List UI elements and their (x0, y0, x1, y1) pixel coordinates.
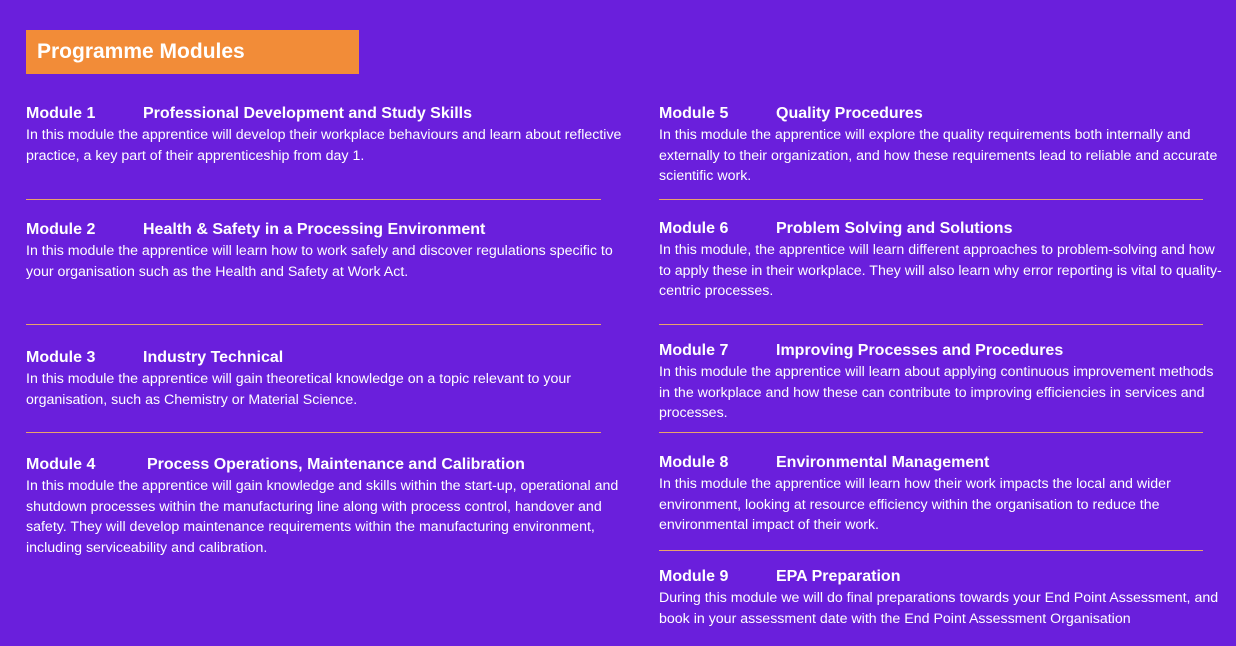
module-description: In this module, the apprentice will learn different approaches to problem-solving and how to apply these in their workplace. They will also learn why error reporting is vital to quality-centric processes. (659, 242, 1222, 299)
module-6 (659, 219, 1227, 302)
divider (26, 324, 601, 325)
module-number: Module 8 (659, 454, 729, 471)
divider (659, 199, 1203, 200)
module-number: Module 5 (659, 105, 729, 122)
module-name: Professional Development and Study Skills (143, 105, 472, 122)
module-number: Module 2 (26, 221, 96, 238)
module-7 (659, 341, 1227, 424)
module-5 (659, 104, 1227, 187)
module-number: Module 7 (659, 342, 729, 359)
module-description: In this module the apprentice will learn how to work safely and discover regulations specific to your organisation such as the Health and Safety at Work Act. (26, 243, 613, 280)
divider (659, 550, 1203, 551)
module-3 (26, 348, 624, 410)
module-9 (659, 567, 1227, 629)
module-name: EPA Preparation (776, 568, 901, 585)
module-description: In this module the apprentice will gain theoretical knowledge on a topic relevant to your organisation, such as Chemistry or Material Science. (26, 371, 571, 408)
module-number: Module 9 (659, 568, 729, 585)
module-name: Quality Procedures (776, 105, 923, 122)
module-number: Module 4 (26, 456, 96, 473)
module-description: In this module the apprentice will explore the quality requirements both internally and externally to their organization, and how these requirements lead to reliable and accurate scientific work. (659, 127, 1218, 184)
module-description: In this module the apprentice will gain knowledge and skills within the start-up, operational and shutdown processes within the manufacturing line along with process control, handover and safety. They will develop maintenance requirements within the manufacturing environment, including serviceability and calibration. (26, 478, 619, 556)
module-name: Process Operations, Maintenance and Calibration (147, 456, 525, 473)
divider (659, 324, 1203, 325)
module-name: Industry Technical (143, 349, 284, 366)
module-8 (659, 453, 1227, 536)
module-description: In this module the apprentice will learn how their work impacts the local and wider environment, looking at resource efficiency within the organisation to reduce the environmental impact of their work. (659, 476, 1171, 533)
module-4 (26, 455, 624, 558)
module-1 (26, 104, 624, 166)
module-name: Health & Safety in a Processing Environment (143, 221, 486, 238)
module-number: Module 6 (659, 220, 729, 237)
module-number: Module 1 (26, 105, 96, 122)
module-name: Problem Solving and Solutions (776, 220, 1013, 237)
module-number: Module 3 (26, 349, 96, 366)
module-name: Environmental Management (776, 454, 990, 471)
divider (659, 432, 1203, 433)
divider (26, 199, 601, 200)
module-description: In this module the apprentice will learn about applying continuous improvement methods in the workplace and how these can contribute to improving efficiencies in services and processes. (659, 364, 1214, 421)
module-name: Improving Processes and Procedures (776, 342, 1064, 359)
divider (26, 432, 601, 433)
module-2 (26, 220, 624, 282)
page-title: Programme Modules (26, 30, 359, 74)
module-description: In this module the apprentice will develop their workplace behaviours and learn about reflective practice, a key part of their apprenticeship from day 1. (26, 127, 622, 164)
module-description: During this module we will do final preparations towards your End Point Assessment, and book in your assessment date with the End Point Assessment Organisation (659, 590, 1219, 627)
